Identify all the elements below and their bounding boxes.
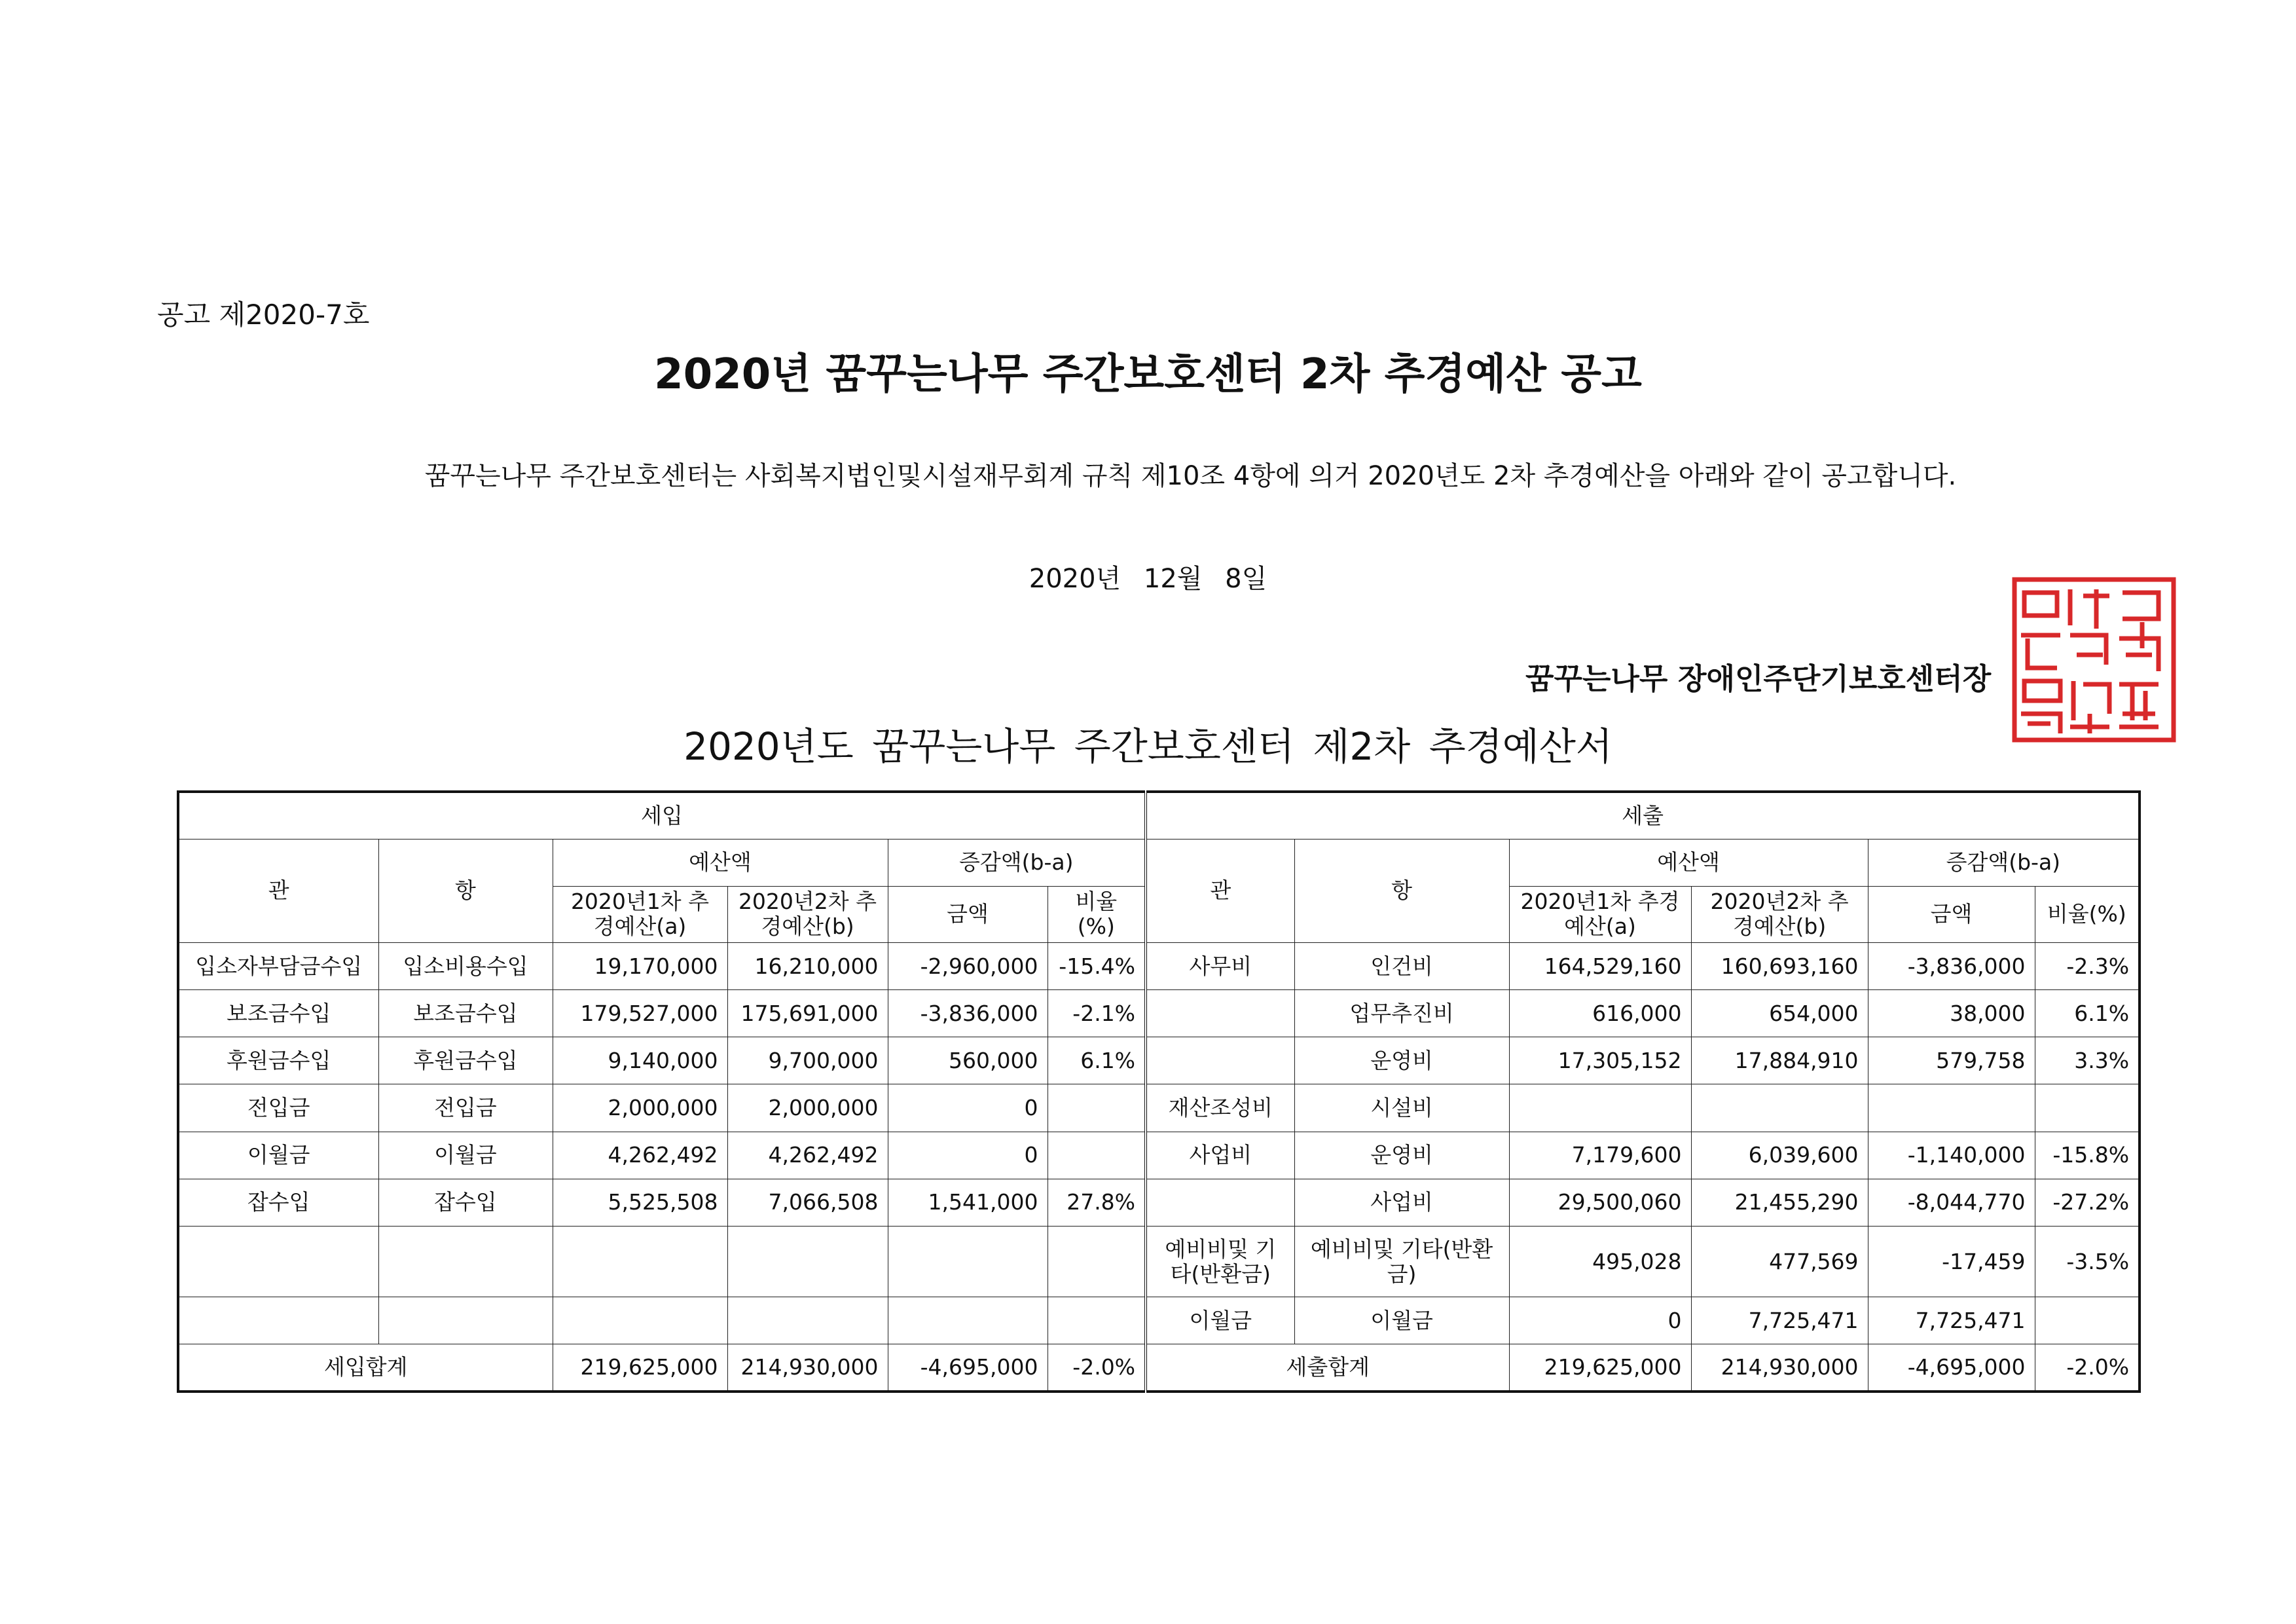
income-cell-second: 16,210,000 <box>727 943 888 990</box>
table-row <box>178 1132 2140 1179</box>
income-cell-first <box>553 1226 727 1297</box>
income-cell-gwan <box>178 1226 378 1297</box>
expense-cell-second: 21,455,290 <box>1691 1179 1868 1226</box>
expense-total-first: 219,625,000 <box>1509 1344 1691 1392</box>
expense-cell-ratio: -15.8% <box>2035 1132 2140 1179</box>
expense-cell-gwan: 이월금 <box>1146 1297 1294 1344</box>
expense-cell-gwan <box>1146 1179 1294 1226</box>
expense-cell-second: 160,693,160 <box>1691 943 1868 990</box>
expense-cell-gwan <box>1146 990 1294 1037</box>
income-total-ratio: -2.0% <box>1048 1344 1146 1392</box>
table-row <box>178 943 2140 990</box>
expense-cell-amount: -8,044,770 <box>1868 1179 2035 1226</box>
table-row <box>178 990 2140 1037</box>
total-row <box>178 1344 2140 1392</box>
expense-col-ratio: 비율(%) <box>2035 886 2140 942</box>
expense-cell-second: 654,000 <box>1691 990 1868 1037</box>
expense-total-second: 214,930,000 <box>1691 1344 1868 1392</box>
income-cell-hang <box>378 1297 553 1344</box>
expense-cell-gwan <box>1146 1037 1294 1084</box>
expense-total-amount: -4,695,000 <box>1868 1344 2035 1392</box>
income-cell-amount: -3,836,000 <box>888 990 1048 1037</box>
expense-cell-hang: 운영비 <box>1294 1037 1509 1084</box>
table-row <box>178 1226 2140 1297</box>
income-cell-gwan: 전입금 <box>178 1084 378 1132</box>
expense-cell-ratio: 6.1% <box>2035 990 2140 1037</box>
income-cell-hang: 이월금 <box>378 1132 553 1179</box>
income-section-label: 세입 <box>178 792 1146 839</box>
column-header-row <box>178 839 2140 886</box>
income-col-hang: 항 <box>378 839 553 942</box>
income-cell-amount <box>888 1297 1048 1344</box>
income-col-second: 2020년2차 추경예산(b) <box>727 886 888 942</box>
income-cell-ratio: -15.4% <box>1048 943 1146 990</box>
income-cell-gwan <box>178 1297 378 1344</box>
expense-cell-hang: 업무추진비 <box>1294 990 1509 1037</box>
income-cell-first: 19,170,000 <box>553 943 727 990</box>
income-cell-ratio <box>1048 1297 1146 1344</box>
expense-cell-amount: -17,459 <box>1868 1226 2035 1297</box>
expense-col-hang: 항 <box>1294 839 1509 942</box>
income-cell-gwan: 이월금 <box>178 1132 378 1179</box>
expense-cell-ratio: 3.3% <box>2035 1037 2140 1084</box>
income-cell-ratio <box>1048 1084 1146 1132</box>
budget-table <box>177 790 2141 1393</box>
table-row <box>178 1037 2140 1084</box>
income-cell-second: 2,000,000 <box>727 1084 888 1132</box>
expense-cell-second: 7,725,471 <box>1691 1297 1868 1344</box>
income-cell-amount: 1,541,000 <box>888 1179 1048 1226</box>
expense-cell-gwan: 사업비 <box>1146 1132 1294 1179</box>
income-cell-hang <box>378 1226 553 1297</box>
income-cell-second <box>727 1226 888 1297</box>
expense-cell-amount: 579,758 <box>1868 1037 2035 1084</box>
expense-cell-first: 17,305,152 <box>1509 1037 1691 1084</box>
income-cell-ratio: -2.1% <box>1048 990 1146 1037</box>
table-row <box>178 1179 2140 1226</box>
expense-cell-amount: -1,140,000 <box>1868 1132 2035 1179</box>
expense-col-amount: 금액 <box>1868 886 2035 942</box>
income-col-gwan: 관 <box>178 839 378 942</box>
expense-cell-first: 7,179,600 <box>1509 1132 1691 1179</box>
expense-cell-gwan: 사무비 <box>1146 943 1294 990</box>
document-title: 2020년 꿈꾸는나무 주간보호센터 2차 추경예산 공고 <box>654 350 1642 399</box>
signer-name: 꿈꾸는나무 장애인주단기보호센터장 <box>1525 661 1992 696</box>
expense-cell-hang: 운영비 <box>1294 1132 1509 1179</box>
expense-col-first: 2020년1차 추경예산(a) <box>1509 886 1691 942</box>
income-total-second: 214,930,000 <box>727 1344 888 1392</box>
expense-cell-hang: 사업비 <box>1294 1179 1509 1226</box>
notice-number: 공고 제2020-7호 <box>157 299 370 331</box>
income-cell-hang: 입소비용수입 <box>378 943 553 990</box>
expense-cell-first: 616,000 <box>1509 990 1691 1037</box>
expense-cell-amount: 38,000 <box>1868 990 2035 1037</box>
income-cell-gwan: 보조금수입 <box>178 990 378 1037</box>
expense-cell-hang: 예비비및 기타(반환금) <box>1294 1226 1509 1297</box>
income-cell-amount: 560,000 <box>888 1037 1048 1084</box>
expense-cell-second <box>1691 1084 1868 1132</box>
notice-date: 2020년 12월 8일 <box>1029 564 1267 594</box>
expense-cell-ratio: -3.5% <box>2035 1226 2140 1297</box>
expense-cell-amount <box>1868 1084 2035 1132</box>
income-cell-hang: 전입금 <box>378 1084 553 1132</box>
income-cell-second <box>727 1297 888 1344</box>
expense-cell-hang: 시설비 <box>1294 1084 1509 1132</box>
table-row <box>178 1084 2140 1132</box>
expense-cell-first: 495,028 <box>1509 1226 1691 1297</box>
budget-title: 2020년도 꿈꾸는나무 주간보호센터 제2차 추경예산서 <box>683 724 1613 769</box>
income-col-amount: 금액 <box>888 886 1048 942</box>
expense-cell-first: 29,500,060 <box>1509 1179 1691 1226</box>
income-cell-hang: 잡수입 <box>378 1179 553 1226</box>
income-cell-second: 7,066,508 <box>727 1179 888 1226</box>
expense-total-label: 세출합계 <box>1146 1344 1509 1392</box>
income-col-budget: 예산액 <box>553 839 888 886</box>
income-cell-amount: 0 <box>888 1132 1048 1179</box>
expense-cell-amount: 7,725,471 <box>1868 1297 2035 1344</box>
expense-cell-first: 164,529,160 <box>1509 943 1691 990</box>
expense-cell-gwan: 예비비및 기타(반환금) <box>1146 1226 1294 1297</box>
expense-cell-second: 6,039,600 <box>1691 1132 1868 1179</box>
income-cell-ratio <box>1048 1132 1146 1179</box>
income-cell-first: 9,140,000 <box>553 1037 727 1084</box>
expense-cell-ratio <box>2035 1084 2140 1132</box>
expense-cell-hang: 이월금 <box>1294 1297 1509 1344</box>
expense-col-second: 2020년2차 추경예산(b) <box>1691 886 1868 942</box>
income-cell-amount <box>888 1226 1048 1297</box>
income-cell-gwan: 후원금수입 <box>178 1037 378 1084</box>
income-cell-first: 5,525,508 <box>553 1179 727 1226</box>
income-cell-second: 4,262,492 <box>727 1132 888 1179</box>
income-cell-ratio <box>1048 1226 1146 1297</box>
expense-cell-first <box>1509 1084 1691 1132</box>
expense-total-ratio: -2.0% <box>2035 1344 2140 1392</box>
income-cell-ratio: 27.8% <box>1048 1179 1146 1226</box>
income-total-amount: -4,695,000 <box>888 1344 1048 1392</box>
expense-cell-second: 477,569 <box>1691 1226 1868 1297</box>
income-col-change: 증감액(b-a) <box>888 839 1146 886</box>
expense-cell-ratio: -27.2% <box>2035 1179 2140 1226</box>
expense-cell-ratio: -2.3% <box>2035 943 2140 990</box>
income-cell-amount: 0 <box>888 1084 1048 1132</box>
expense-col-gwan: 관 <box>1146 839 1294 942</box>
income-cell-first: 2,000,000 <box>553 1084 727 1132</box>
intro-text: 꿈꾸는나무 주간보호센터는 사회복지법인및시설재무회계 규칙 제10조 4항에 의거 2020년도 2차 추경예산을 아래와 같이 공고합니다. <box>424 461 1957 491</box>
expense-col-budget: 예산액 <box>1509 839 1868 886</box>
expense-cell-amount: -3,836,000 <box>1868 943 2035 990</box>
income-cell-amount: -2,960,000 <box>888 943 1048 990</box>
table-row <box>178 1297 2140 1344</box>
income-col-first: 2020년1차 추경예산(a) <box>553 886 727 942</box>
income-col-ratio: 비율(%) <box>1048 886 1146 942</box>
expense-cell-hang: 인건비 <box>1294 943 1509 990</box>
expense-cell-gwan: 재산조성비 <box>1146 1084 1294 1132</box>
income-cell-first <box>553 1297 727 1344</box>
expense-section-label: 세출 <box>1146 792 2140 839</box>
income-cell-hang: 후원금수입 <box>378 1037 553 1084</box>
income-total-label: 세입합계 <box>178 1344 553 1392</box>
income-cell-second: 9,700,000 <box>727 1037 888 1084</box>
income-cell-gwan: 잡수입 <box>178 1179 378 1226</box>
expense-col-change: 증감액(b-a) <box>1868 839 2140 886</box>
expense-cell-first: 0 <box>1509 1297 1691 1344</box>
income-cell-first: 4,262,492 <box>553 1132 727 1179</box>
section-header-row <box>178 792 2140 839</box>
expense-cell-ratio <box>2035 1297 2140 1344</box>
expense-cell-second: 17,884,910 <box>1691 1037 1868 1084</box>
income-cell-ratio: 6.1% <box>1048 1037 1146 1084</box>
income-cell-second: 175,691,000 <box>727 990 888 1037</box>
income-cell-hang: 보조금수입 <box>378 990 553 1037</box>
income-cell-first: 179,527,000 <box>553 990 727 1037</box>
income-cell-gwan: 입소자부담금수입 <box>178 943 378 990</box>
income-total-first: 219,625,000 <box>553 1344 727 1392</box>
